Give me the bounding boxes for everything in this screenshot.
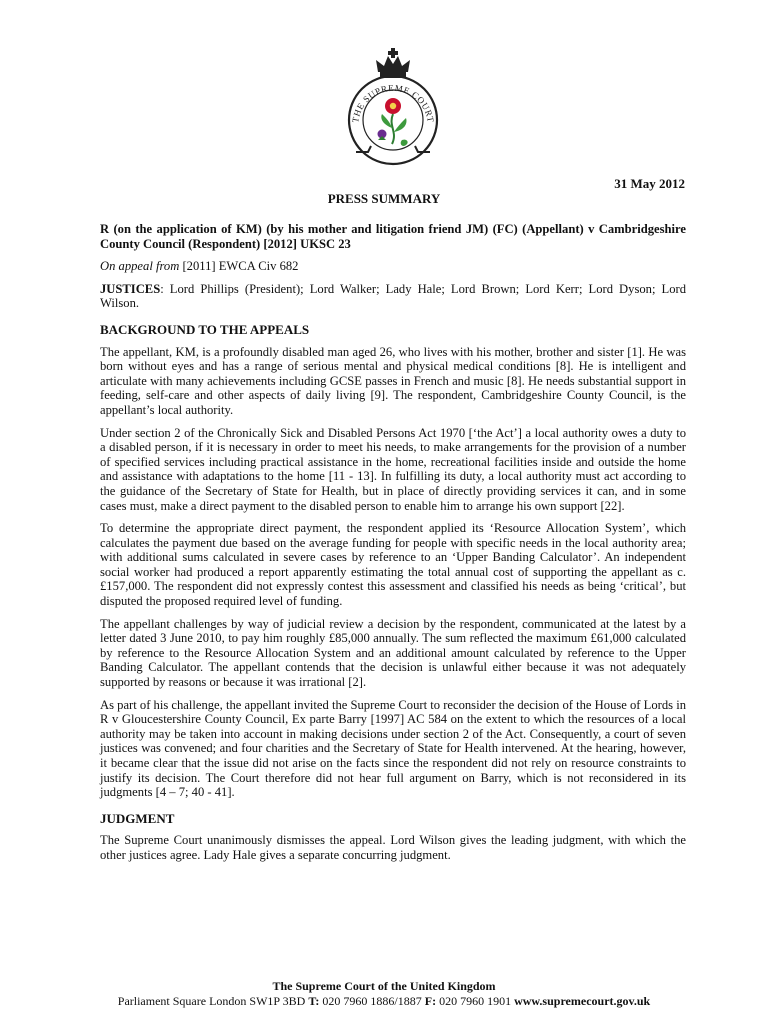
footer-website-link[interactable]: www.supremecourt.gov.uk bbox=[514, 994, 651, 1008]
page-footer bbox=[0, 979, 768, 1009]
footer-tel-label: T: bbox=[308, 994, 320, 1008]
footer-fax: 020 7960 1901 bbox=[439, 994, 512, 1008]
background-paragraph: Under section 2 of the Chronically Sick and Disabled Persons Act 1970 [‘the Act’] a local authority owes a duty to a disabled person, if it is necessary in order to meet his needs, to make arrangements for the provision of a number of specified services including practical assistance in the home, recreational facilities inside and outside the home and assistance with adaptations to the home [11 - 13]. In fulfilling its duty, a local authority must act according to the guidance of the Secretary of State for Health, but in place of directly providing services it can, and in some cases must, make a direct payment to the disabled person to enable him to arrange his own support [22]. bbox=[100, 425, 686, 513]
background-paragraph: The appellant challenges by way of judicial review a decision by the respondent, communicated at the latest by a letter dated 3 June 2010, to pay him roughly £85,000 annually. The sum reflected the maximum £61,000 calculated by reference to the Resource Allocation System and an additional amount calculated by reference to the Upper Banding Calculator. The appellant contends that the decision is unlawful either because it was not adequately supported by reasons or because it was irrational [2]. bbox=[100, 616, 686, 690]
background-paragraph: The appellant, KM, is a profoundly disabled man aged 26, who lives with his mother, brother and sister [1]. He was born without eyes and has a range of serious mental and physical medical conditions [8]. He is intelligent and articulate with many achievements including GCSE passes in French and music [8]. He needs substantial support in feeding, self-care and other aspects of daily living [9]. The respondent, Cambridgeshire County Council, is the appellant’s local authority. bbox=[100, 344, 686, 417]
background-paragraph: To determine the appropriate direct payment, the respondent applied its ‘Resource Allocation System’, which calculates the payment due based on the average funding for people with specific needs in the local authority area; with additional sums calculated in severe cases by reference to an ‘Upper Banding Calculator’. An independent social worker had produced a report apparently estimating the total annual cost of supporting the appellant as c. £157,000. The respondent did not expressly contest this assessment and classified his needs as being ‘critical’, but disputed the proposed required level of funding. bbox=[100, 521, 686, 609]
document-title: PRESS SUMMARY bbox=[327, 191, 441, 206]
footer-tel: 020 7960 1886/1887 bbox=[322, 994, 422, 1008]
svg-text:THE SUPREME COURT: THE SUPREME COURT bbox=[350, 82, 436, 124]
judgment-heading: JUDGMENT bbox=[100, 810, 175, 826]
footer-contact bbox=[0, 994, 768, 1009]
case-name: R (on the application of KM) (by his mother and litigation friend JM) (FC) (Appellant) v Cambridgeshire County Council (Respondent) [2012] UKSC 23 bbox=[100, 222, 686, 251]
footer-address: Parliament Square London SW1P 3BD bbox=[117, 994, 306, 1008]
appeal-reference: [2011] EWCA Civ 682 bbox=[182, 259, 299, 274]
document-body bbox=[100, 222, 686, 871]
background-heading: BACKGROUND TO THE APPEALS bbox=[100, 321, 310, 337]
justices-list: : Lord Phillips (President); Lord Walker; Lady Hale; Lord Brown; Lord Kerr; Lord Dyson; Lord Wilson. bbox=[100, 281, 686, 311]
footer-fax-label: F: bbox=[424, 994, 437, 1008]
justices-line bbox=[100, 282, 686, 311]
judgment-paragraph: The Supreme Court unanimously dismisses the appeal. Lord Wilson gives the leading judgment, with which the other justices agree. Lady Hale gives a separate concurring judgment. bbox=[100, 833, 686, 862]
appeal-label: On appeal from bbox=[100, 259, 180, 274]
footer-organisation: The Supreme Court of the United Kingdom bbox=[272, 979, 496, 993]
publication-date: 31 May 2012 bbox=[614, 176, 685, 191]
appeal-line bbox=[100, 259, 686, 274]
justices-label: JUSTICES bbox=[100, 281, 161, 296]
background-paragraph: As part of his challenge, the appellant invited the Supreme Court to reconsider the decision of the House of Lords in R v Gloucestershire County Council, Ex parte Barry [1997] AC 584 on the extent to which the resources of a local authority may be taken into account in making decisions under section 2 of the Act. Consequently, a court of seven justices was convened; and four charities and the Secretary of State for Health intervened. At the hearing, however, it became clear that the issue did not arise on the facts since the respondent did not rely on resource constraints to justify its decision. The Court therefore did not hear full argument on Barry, which is not reconsidered in its judgments [4 – 7; 40 - 41]. bbox=[100, 697, 686, 800]
supreme-court-seal-icon bbox=[338, 48, 448, 174]
